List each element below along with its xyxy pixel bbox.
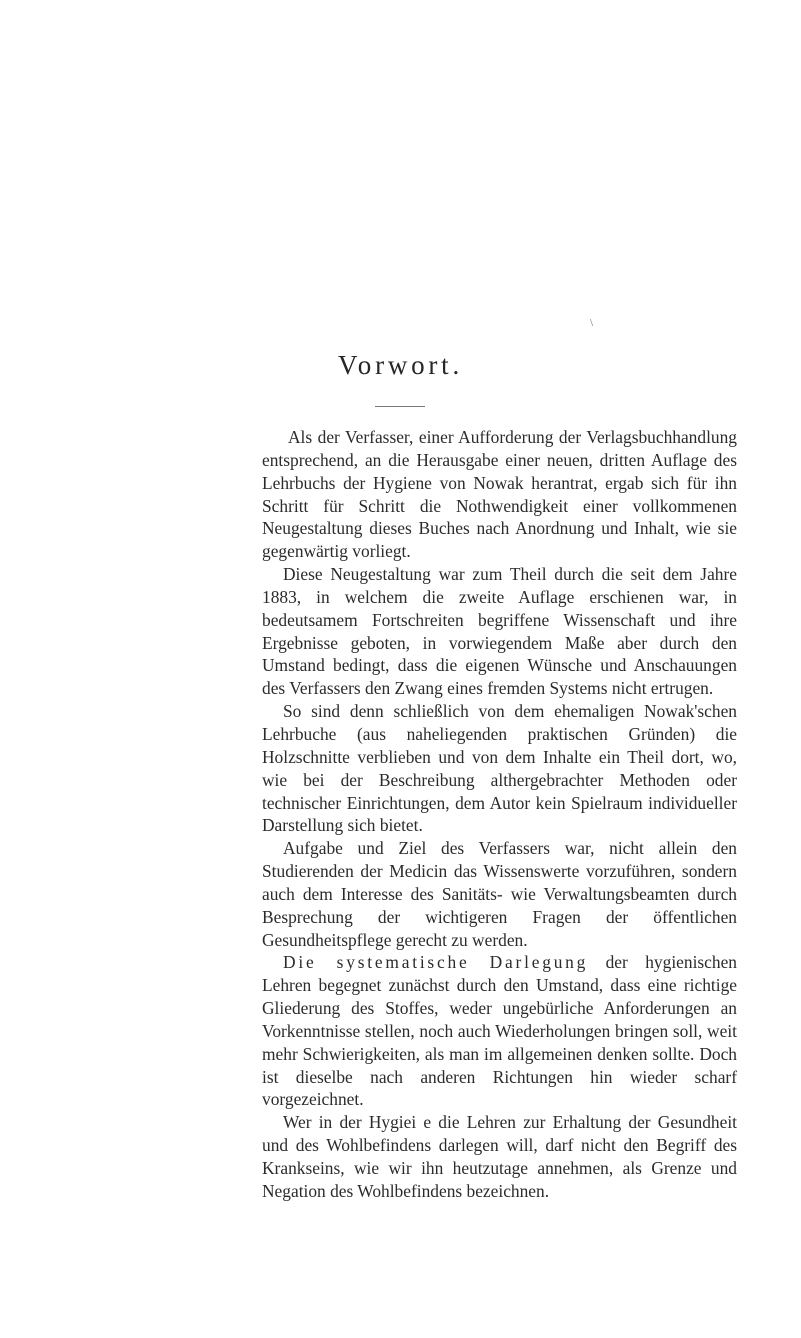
paragraph-5-emphasis: Die systematische Darlegung [283,952,589,973]
paragraph-1: Als der Verfasser, einer Aufforderung der Verlagsbuchhandlung entsprechend, an die Herausgabe einer neuen, dritten Auflage des Lehrbuchs der Hygiene von Nowak herantrat, ergab sich für ihn Schritt für Schritt die Nothwendigkeit einer vollkommenen Neugestaltung dieses Buches nach Anordnung und Inhalt, wie sie gegenwärtig vorliegt. [262,427,737,562]
paragraph-3: So sind denn schließlich von dem ehemaligen Nowak'schen Lehrbuche (aus naheliegenden praktischen Gründen) die Holzschnitte verblieben und von dem Inhalte ein Theil dort, wo, wie bei der Beschreibung althergebrachter Methoden oder technischer Einrichtungen, dem Autor kein Spielraum individueller Darstellung sich bietet. [262,701,737,836]
title-divider [375,406,425,407]
chapter-title: Vorwort. [338,350,463,380]
paragraph-6: Wer in der Hygiei e die Lehren zur Erhaltung der Gesundheit und des Wohlbefindens darlegen will, darf nicht den Begriff des Krankseins, wie wir ihn heutzutage annehmen, als Grenze und Negation des Wohlbefindens bezeichnen. [262,1112,737,1201]
preface-text [262,426,737,1203]
paragraph-5 [262,951,737,1111]
paragraph-2: Diese Neugestaltung war zum Theil durch die seit dem Jahre 1883, in welchem die zweite Auflage erschienen war, in bedeutsamem Fortschreiten begriffene Wissenschaft und ihre Ergebnisse geboten, in vorwiegendem Maße aber durch den Umstand bedingt, dass die eigenen Wünsche und Anschauungen des Verfassers den Zwang eines fremden Systems nicht ertrugen. [262,564,737,699]
paragraph-5-text: der hygienischen Lehren begegnet zunächst durch den Umstand, dass eine richtige Gliederung des Stoffes, weder ungebürliche Anforderungen an Vorkenntnisse stellen, noch auch Wiederholungen bringen soll, weit mehr Schwierigkeiten, als man im allgemeinen denken sollte. Doch ist dieselbe nach anderen Richtungen hin wieder scharf vorgezeichnet. [262,952,737,1110]
margin-mark: \ [590,317,594,329]
paragraph-4: Aufgabe und Ziel des Verfassers war, nicht allein den Studierenden der Medicin das Wissenswerte vorzuführen, sondern auch dem Interesse des Sanitäts- wie Verwaltungsbeamten durch Besprechung der wichtigeren Fragen der öffentlichen Gesundheitspflege gerecht zu werden. [262,838,737,950]
